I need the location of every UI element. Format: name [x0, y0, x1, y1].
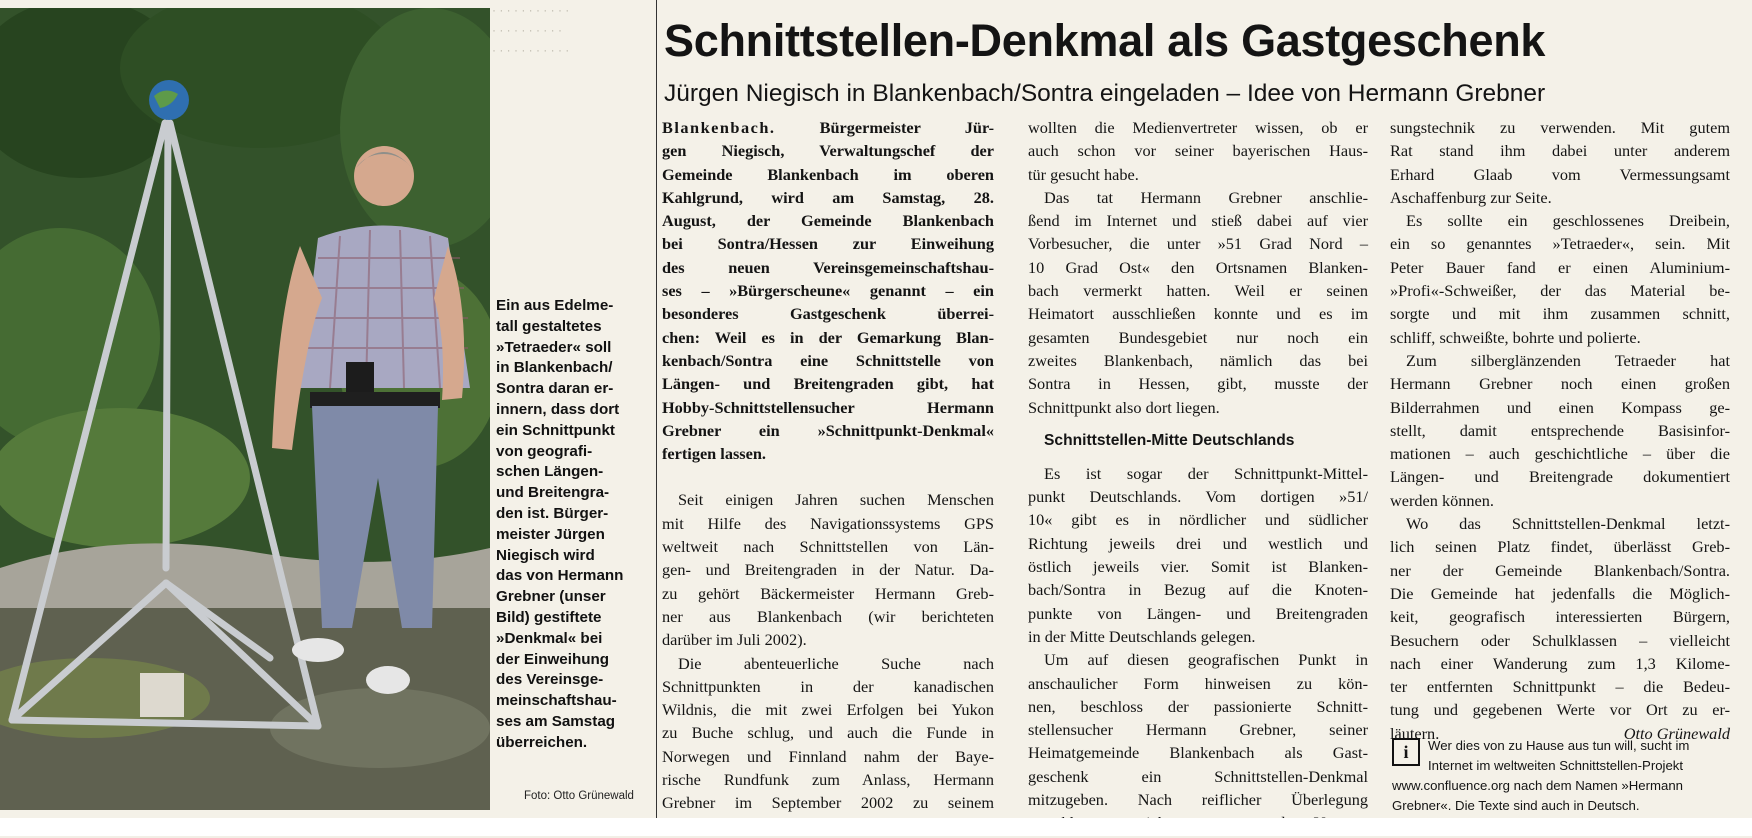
- text-line: des neuen Vereinsgemeinschaftshau-: [662, 257, 994, 277]
- text-line: punkt Deutschlands. Vom dortigen »51/: [1028, 487, 1368, 507]
- text-line: Hobby-Schnittstellensucher Hermann: [662, 397, 994, 417]
- text-line: ein so genanntes »Tetraeder«, sein. Mit: [1390, 234, 1730, 254]
- paragraph-gap: [662, 465, 994, 488]
- caption-line: überreichen.: [496, 733, 588, 751]
- text-line: schliff, schweißte, bohrte und polierte.: [1390, 327, 1641, 347]
- text-line: wollten die Medienvertreter wissen, ob er: [1028, 118, 1368, 137]
- text-line: weltweit nach Schnittstellen von Län-: [662, 537, 994, 557]
- text-line: darüber im Juli 2002).: [662, 630, 807, 650]
- text-line: Aschaffenburg zur Seite.: [1390, 187, 1552, 207]
- text-line: Um auf diesen geografischen Punkt in: [1044, 650, 1368, 670]
- body-paragraph: [1028, 186, 1368, 419]
- text-line: Es ist sogar der Schnittpunkt-Mittel-: [1044, 463, 1368, 483]
- text-line: gen Niegisch, Verwaltungschef der: [662, 141, 994, 161]
- caption-line: den ist. Bürger-: [496, 504, 609, 522]
- text-line: Seit einigen Jahren suchen Menschen: [678, 490, 994, 510]
- text-line: Bilderrahmen und einen Kompass ge-: [1390, 397, 1730, 417]
- info-box: [1392, 736, 1734, 816]
- text-line: zweites Blankenbach, nämlich das bei: [1028, 350, 1368, 370]
- article-headline: Schnittstellen-Denkmal als Gastgeschenk: [664, 15, 1546, 66]
- column-divider: [656, 0, 657, 820]
- text-line: nach einer Wanderung zum 1,3 Kilome-: [1390, 653, 1730, 673]
- caption-line: Ein aus Edelme-: [496, 297, 614, 314]
- lead-paragraph: [662, 116, 994, 465]
- text-line: Längen- und Breitengraden gibt, hat: [662, 374, 994, 394]
- text-line: Hermann Grebner noch einen großen: [1390, 374, 1730, 394]
- text-line: Heimatort ausschließen konnte und es im: [1028, 304, 1368, 324]
- text-line: Kahlgrund, wird am Samstag, 28.: [662, 187, 994, 207]
- caption-line: schen Längen-: [496, 463, 604, 481]
- caption-line: tall gestaltetes: [496, 317, 602, 335]
- text-line: kenbach/Sontra eine Schnittstelle von: [662, 350, 994, 370]
- caption-line: in Blankenbach/: [496, 359, 613, 377]
- body-paragraph: [662, 488, 994, 651]
- text-line: Rat stand ihm dabei unter anderem: [1390, 141, 1730, 161]
- text-line: tung und gegebenen Werte vor Ort zu er-: [1390, 700, 1730, 720]
- text-line: Zum silberglänzenden Tetraeder hat: [1406, 350, 1730, 370]
- text-line: keit, geografisch interessierten Bürgern,: [1390, 607, 1730, 627]
- article-column-2: [1028, 116, 1368, 835]
- info-text: [1392, 736, 1734, 816]
- caption-line: meinschaftshau-: [496, 692, 617, 710]
- text-line: punkte von Längen- und Breitengraden: [1028, 603, 1368, 623]
- info-line: Grebner«. Die Texte sind auch in Deutsch.: [1392, 798, 1640, 813]
- text-line: Peter Bauer fand er einen Aluminium-: [1390, 257, 1730, 277]
- text-line: bach/Sontra in Bezug auf die Knoten-: [1028, 580, 1368, 600]
- text-line: gen- und Breitengraden in der Natur. Da-: [662, 560, 994, 580]
- text-line: Erhard Glaab vom Vermessungsamt: [1390, 164, 1730, 184]
- text-line: in der Mitte Deutschlands gelegen.: [1028, 626, 1256, 646]
- caption-line: von geografi-: [496, 442, 593, 460]
- text-line: rische Rundfunk zum Anlass, Hermann: [662, 770, 994, 790]
- body-paragraph: [1390, 116, 1730, 209]
- text-line: Längen- und Breitengrade dokumentiert: [1390, 467, 1730, 487]
- text-line: Schnittpunkten in der kanadischen: [662, 676, 994, 696]
- article-photo: [0, 8, 490, 810]
- caption-line: innern, dass dort: [496, 400, 620, 418]
- text-line: Wildnis, die mit zwei Erfolgen bei Yukon: [662, 700, 994, 720]
- text-line: anschaulicher Form hinweisen zu kön-: [1028, 673, 1368, 693]
- scan-margin: [0, 818, 1752, 836]
- text-line: mit Hilfe des Navigationssystems GPS: [662, 513, 994, 533]
- caption-line: »Tetraeder« soll: [496, 338, 612, 356]
- body-paragraph: [1390, 512, 1730, 745]
- text-line: östlich jeweils vier. Somit ist Blanken-: [1028, 557, 1368, 577]
- caption-line: ses am Samstag: [496, 712, 616, 730]
- body-paragraph: [1028, 462, 1368, 648]
- info-line: Internet im weltweiten Schnittstellen-Projekt: [1428, 758, 1684, 773]
- text-line: Es sollte ein geschlossenes Dreibein,: [1406, 211, 1730, 231]
- text-line: besonderes Gastgeschenk überrei-: [662, 304, 994, 324]
- text-line: August, der Gemeinde Blankenbach: [662, 211, 994, 231]
- info-line: www.confluence.org nach dem Namen »Hermann: [1392, 778, 1684, 793]
- text-line: [662, 116, 994, 139]
- text-line: ter entfernten Schnittpunkt – die Bedeu-: [1390, 677, 1730, 697]
- adjacent-article-fragment: · · · · · · · · · · · · · · · · · · · · · · · · · · · · · · · ·: [492, 3, 570, 57]
- caption-line: meister Jürgen: [496, 525, 605, 543]
- text-line: »Profi«-Schweißer, der das Material be-: [1390, 281, 1730, 301]
- photo-illustration: [0, 8, 490, 810]
- text-line: bei Sontra/Hessen zur Einweihung: [662, 234, 994, 254]
- text-line: auch schon vor seiner bayerischen Haus-: [1028, 141, 1368, 161]
- text-line: 10« gibt es in nördlicher und südlicher: [1028, 510, 1368, 530]
- text-line: Die Gemeinde hat jedenfalls die Möglich-: [1390, 583, 1730, 603]
- text-line: ßend im Internet und stieß dabei auf vier: [1028, 211, 1368, 231]
- section-subheading: Schnittstellen-Mitte Deutschlands: [1044, 431, 1295, 449]
- text-line: ner der Gemeinde Blankenbach/Sontra.: [1390, 560, 1730, 580]
- text-line: Die abenteuerliche Suche nach: [678, 653, 994, 673]
- text-line: stellt, damit entsprechende Basisinfor-: [1390, 420, 1730, 440]
- text-line: Richtung jeweils drei und westlich und: [1028, 533, 1368, 553]
- text-line: ner aus Blankenbach (wir berichteten: [662, 606, 994, 626]
- body-paragraph: [1028, 648, 1368, 834]
- text-line: chen: Weil es in der Gemarkung Blan-: [662, 327, 994, 347]
- caption-line: Bild) gestiftete: [496, 608, 602, 626]
- text-line: werden können.: [1390, 490, 1494, 510]
- caption-line: Sontra daran er-: [496, 380, 614, 398]
- text-line: Heimatgemeinde Blankenbach als Gast-: [1028, 743, 1368, 763]
- text-line: 10 Grad Ost« den Ortsnamen Blanken-: [1028, 257, 1368, 277]
- text-line: bach vermerkt hatten. Weil er seinen: [1028, 281, 1368, 301]
- text-line: tür gesucht habe.: [1028, 164, 1139, 184]
- text-line: mitzugeben. Nach reiflicher Überlegung: [1028, 790, 1368, 810]
- text-line: fertigen lassen.: [662, 444, 766, 464]
- article-author: Otto Grünewald: [1623, 723, 1730, 743]
- text-line: gesamten Bundesgebiet nur noch ein: [1028, 327, 1368, 347]
- caption-line: ein Schnittpunkt: [496, 421, 615, 439]
- text-line: Wo das Schnittstellen-Denkmal letzt-: [1406, 514, 1730, 534]
- text-line: lich seinen Platz findet, überlässt Greb-: [1390, 537, 1730, 557]
- text-line: Grebner im September 2002 zu seinem: [662, 793, 994, 813]
- caption-line: das von Hermann: [496, 567, 624, 585]
- caption-line: und Breitengra-: [496, 484, 610, 502]
- photo-caption: [496, 296, 656, 754]
- photo-credit: Foto: Otto Grünewald: [524, 790, 634, 802]
- text-line: sungstechnik zu verwenden. Mit gutem: [1390, 118, 1730, 137]
- text-line: Vorbesucher, die unter »51 Grad Nord –: [1028, 234, 1368, 254]
- info-icon: i: [1392, 738, 1420, 766]
- text-line: sorgte und mit ihm zusammen schnitt,: [1390, 304, 1730, 324]
- text-line: Sontra in Hessen, gibt, musste der: [1028, 374, 1368, 394]
- text-line: zu Buche schlug, und auch die Funde in: [662, 723, 994, 743]
- text-line: Grebner ein »Schnittpunkt-Denkmal«: [662, 420, 994, 440]
- text-line: läutern.: [1390, 723, 1440, 743]
- caption-line: Grebner (unser: [496, 588, 606, 606]
- text-line: Das tat Hermann Grebner anschlie-: [1044, 187, 1368, 207]
- dateline: Blankenbach.: [662, 118, 776, 137]
- text-line: geschenk ein Schnittstellen-Denkmal: [1028, 766, 1368, 786]
- text-line: Gemeinde Blankenbach im oberen: [662, 164, 994, 184]
- caption-line: »Denkmal« bei: [496, 629, 603, 647]
- text-line: stellensucher Hermann Grebner, seiner: [1028, 720, 1368, 740]
- text-line: mationen – auch geschichtliche – über die: [1390, 444, 1730, 464]
- text-line: Schnittpunkt also dort liegen.: [1028, 397, 1220, 417]
- caption-line: Niegisch wird: [496, 546, 595, 564]
- article-column-3: [1390, 116, 1730, 745]
- body-paragraph: [1390, 209, 1730, 349]
- article-column-1: [662, 116, 994, 838]
- info-line: Wer dies von zu Hause aus tun will, sucht im: [1428, 738, 1690, 753]
- text-line: nen, beschloss der passionierte Schnitt-: [1028, 696, 1368, 716]
- text-line: ses – »Bürgerscheune« genannt – ein: [662, 281, 994, 301]
- text-line: zu gehört Bäckermeister Hermann Greb-: [662, 583, 994, 603]
- body-paragraph: [662, 652, 994, 838]
- caption-line: des Vereinsge-: [496, 671, 604, 689]
- text-line: Bürgermeister Jür-: [775, 118, 994, 137]
- text-line: Besuchern oder Schulklassen – vielleicht: [1390, 630, 1730, 650]
- body-paragraph: [1390, 349, 1730, 512]
- text-line: Norwegen und Finnland nahm der Baye-: [662, 746, 994, 766]
- caption-line: der Einweihung: [496, 650, 610, 668]
- body-paragraph: [1028, 116, 1368, 186]
- article-subheadline: Jürgen Niegisch in Blankenbach/Sontra eingeladen – Idee von Hermann Grebner: [664, 80, 1546, 107]
